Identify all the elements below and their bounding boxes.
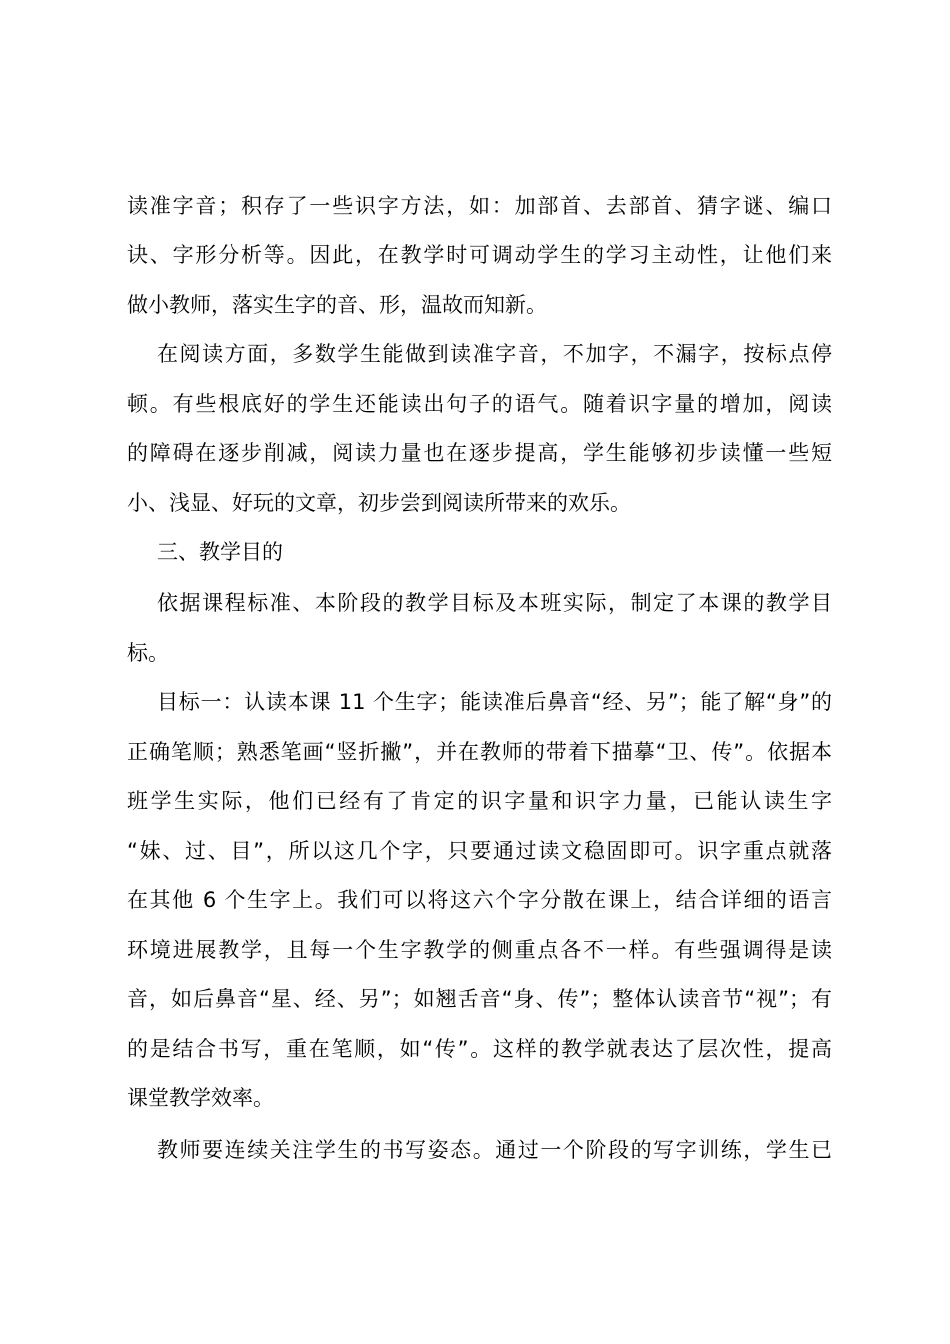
text-line: 做小教师，落实生字的音、形，温故而知新。 — [127, 293, 547, 317]
text-line: 顿。有些根底好的学生还能读出句子的语气。随着识字量的增加，阅读 — [127, 392, 832, 416]
text-line: 的是结合书写，重在笔顺，如“传”。这样的教学就表达了层次性，提高 — [127, 1037, 832, 1061]
paragraph-first-line: 依据课程标准、本阶段的教学目标及本班实际，制定了本课的教学目 — [157, 591, 832, 615]
text-line: 的障碍在逐步削减，阅读力量也在逐步提高，学生能够初步读懂一些短 — [127, 441, 832, 465]
section-heading: 三、教学目的 — [157, 540, 283, 564]
text-line: 标。 — [127, 641, 169, 665]
text-line: 正确笔顺；熟悉笔画“竖折撇”，并在教师的带着下描摹“卫、传”。依据本 — [127, 740, 832, 764]
text-line: 班学生实际，他们已经有了肯定的识字量和识字力量，已能认读生字 — [127, 789, 832, 813]
text-line: 诀、字形分析等。因此，在教学时可调动学生的学习主动性，让他们来 — [127, 243, 832, 267]
text-line: 小、浅显、好玩的文章，初步尝到阅读所带来的欢乐。 — [127, 491, 631, 515]
text-line: “妹、过、目”，所以这几个字，只要通过读文稳固即可。识字重点就落 — [127, 839, 832, 863]
paragraph-first-line: 教师要连续关注学生的书写姿态。通过一个阶段的写字训练，学生已 — [157, 1138, 832, 1162]
text-line: 环境进展教学，且每一个生字教学的侧重点各不一样。有些强调得是读 — [127, 938, 832, 962]
text-line: 课堂教学效率。 — [127, 1086, 274, 1110]
paragraph-first-line: 在阅读方面，多数学生能做到读准字音，不加字，不漏字，按标点停 — [157, 342, 832, 366]
text-line: 读准字音；积存了一些识字方法，如：加部首、去部首、猜字谜、编口 — [127, 194, 832, 218]
text-line: 在其他 6 个生字上。我们可以将这六个字分散在课上，结合详细的语言 — [127, 888, 832, 912]
paragraph-first-line: 目标一：认读本课 11 个生字；能读准后鼻音“经、另”；能了解“身”的 — [157, 690, 832, 714]
text-line: 音，如后鼻音“星、经、另”；如翘舌音“身、传”；整体认读音节“视”；有 — [127, 987, 832, 1011]
